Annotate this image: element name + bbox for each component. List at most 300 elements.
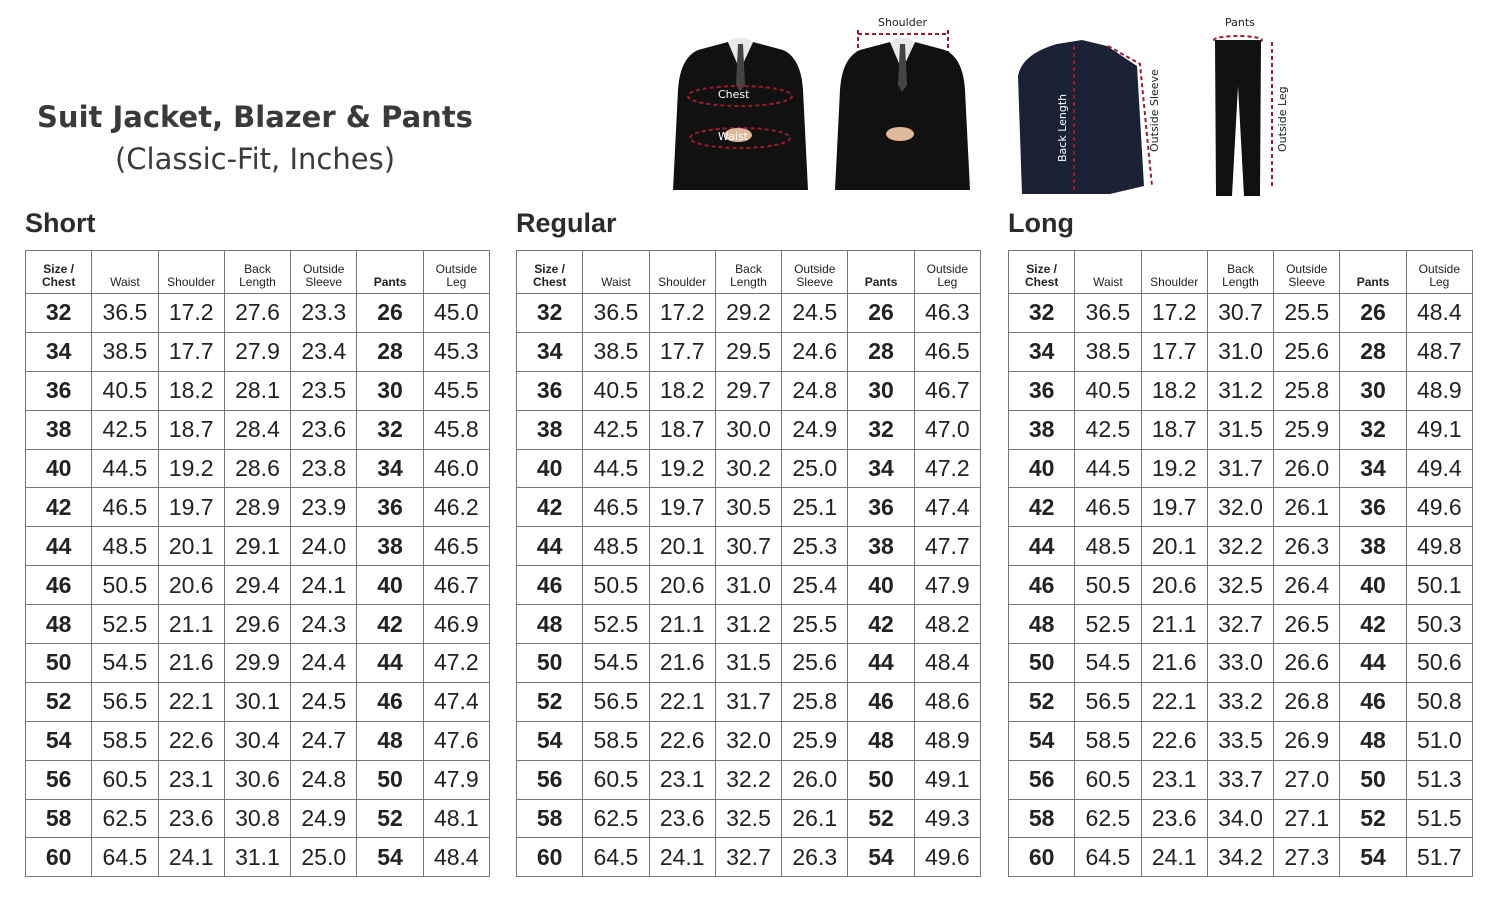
table-row <box>517 760 981 799</box>
cell-shoulder: 23.1 <box>1141 760 1207 799</box>
cell-shoulder: 17.7 <box>1141 332 1207 371</box>
cell-outside-sleeve: 24.1 <box>291 566 357 605</box>
cell-shoulder: 23.1 <box>649 760 715 799</box>
cell-back-length: 32.7 <box>715 838 781 877</box>
table-row <box>517 449 981 488</box>
cell-size-chest: 60 <box>517 838 583 877</box>
cell-pants: 42 <box>848 605 914 644</box>
cell-size-chest: 48 <box>26 605 92 644</box>
column-header-waist: Waist <box>583 251 649 294</box>
cell-size-chest: 56 <box>26 760 92 799</box>
cell-pants: 36 <box>357 488 423 527</box>
title-block <box>30 100 480 176</box>
cell-waist: 50.5 <box>1075 566 1141 605</box>
column-header-back-length: Back Length <box>715 251 781 294</box>
table-row <box>26 838 490 877</box>
cell-size-chest: 36 <box>26 371 92 410</box>
cell-pants: 36 <box>1340 488 1406 527</box>
cell-outside-leg: 49.6 <box>1406 488 1472 527</box>
jacket-chest-waist-figure <box>668 30 813 195</box>
cell-outside-sleeve: 24.8 <box>291 760 357 799</box>
cell-waist: 36.5 <box>1075 294 1141 333</box>
cell-outside-leg: 51.0 <box>1406 721 1472 760</box>
cell-pants: 50 <box>357 760 423 799</box>
table-row <box>517 488 981 527</box>
cell-back-length: 31.1 <box>224 838 290 877</box>
cell-outside-sleeve: 26.9 <box>1274 721 1340 760</box>
cell-size-chest: 58 <box>517 799 583 838</box>
cell-shoulder: 18.2 <box>1141 371 1207 410</box>
cell-waist: 62.5 <box>92 799 158 838</box>
cell-shoulder: 19.7 <box>649 488 715 527</box>
chest-label: Chest <box>718 88 750 101</box>
column-header-waist: Waist <box>1075 251 1141 294</box>
cell-shoulder: 20.6 <box>649 566 715 605</box>
cell-outside-sleeve: 25.1 <box>782 488 848 527</box>
cell-back-length: 32.0 <box>715 721 781 760</box>
cell-outside-leg: 49.3 <box>914 799 980 838</box>
cell-back-length: 28.6 <box>224 449 290 488</box>
column-header-outside-leg: Outside Leg <box>1406 251 1472 294</box>
cell-size-chest: 38 <box>26 410 92 449</box>
table-row <box>1009 410 1473 449</box>
cell-size-chest: 58 <box>26 799 92 838</box>
cell-back-length: 30.6 <box>224 760 290 799</box>
table-row <box>26 682 490 721</box>
cell-back-length: 31.0 <box>715 566 781 605</box>
column-header-size-chest: Size / Chest <box>26 251 92 294</box>
cell-outside-leg: 46.7 <box>423 566 489 605</box>
cell-waist: 56.5 <box>583 682 649 721</box>
cell-outside-sleeve: 24.9 <box>782 410 848 449</box>
cell-shoulder: 20.1 <box>649 527 715 566</box>
cell-shoulder: 19.2 <box>649 449 715 488</box>
column-header-outside-sleeve: Outside Sleeve <box>1274 251 1340 294</box>
cell-back-length: 32.5 <box>1207 566 1273 605</box>
hands <box>886 127 914 141</box>
cell-shoulder: 18.7 <box>158 410 224 449</box>
cell-outside-sleeve: 26.6 <box>1274 644 1340 683</box>
table-row <box>517 838 981 877</box>
cell-size-chest: 54 <box>517 721 583 760</box>
cell-outside-sleeve: 25.8 <box>782 682 848 721</box>
cell-size-chest: 34 <box>26 332 92 371</box>
cell-outside-leg: 46.9 <box>423 605 489 644</box>
cell-pants: 30 <box>848 371 914 410</box>
cell-outside-sleeve: 24.4 <box>291 644 357 683</box>
cell-back-length: 28.9 <box>224 488 290 527</box>
cell-back-length: 30.2 <box>715 449 781 488</box>
cell-pants: 54 <box>357 838 423 877</box>
table-row <box>1009 527 1473 566</box>
cell-outside-leg: 51.7 <box>1406 838 1472 877</box>
cell-waist: 44.5 <box>1075 449 1141 488</box>
cell-shoulder: 18.7 <box>1141 410 1207 449</box>
cell-pants: 50 <box>848 760 914 799</box>
cell-waist: 42.5 <box>1075 410 1141 449</box>
cell-shoulder: 18.2 <box>158 371 224 410</box>
cell-size-chest: 32 <box>1009 294 1075 333</box>
column-header-shoulder: Shoulder <box>649 251 715 294</box>
column-header-pants: Pants <box>357 251 423 294</box>
cell-pants: 40 <box>1340 566 1406 605</box>
cell-outside-leg: 50.6 <box>1406 644 1472 683</box>
cell-outside-leg: 50.8 <box>1406 682 1472 721</box>
cell-pants: 30 <box>357 371 423 410</box>
cell-pants: 48 <box>848 721 914 760</box>
cell-waist: 52.5 <box>92 605 158 644</box>
cell-waist: 54.5 <box>1075 644 1141 683</box>
regular-size-table <box>516 250 981 877</box>
cell-pants: 52 <box>1340 799 1406 838</box>
cell-size-chest: 50 <box>26 644 92 683</box>
cell-waist: 48.5 <box>1075 527 1141 566</box>
cell-size-chest: 46 <box>517 566 583 605</box>
section-title: Long <box>1008 208 1074 238</box>
cell-outside-sleeve: 25.0 <box>291 838 357 877</box>
cell-shoulder: 18.2 <box>649 371 715 410</box>
cell-back-length: 31.0 <box>1207 332 1273 371</box>
cell-back-length: 30.8 <box>224 799 290 838</box>
table-row <box>1009 332 1473 371</box>
cell-size-chest: 46 <box>1009 566 1075 605</box>
cell-back-length: 31.7 <box>715 682 781 721</box>
cell-back-length: 32.5 <box>715 799 781 838</box>
cell-size-chest: 36 <box>1009 371 1075 410</box>
back-length-label: Back Length <box>1056 93 1069 162</box>
cell-waist: 38.5 <box>1075 332 1141 371</box>
cell-waist: 58.5 <box>1075 721 1141 760</box>
cell-waist: 36.5 <box>92 294 158 333</box>
cell-pants: 26 <box>848 294 914 333</box>
cell-outside-leg: 47.2 <box>914 449 980 488</box>
table-row <box>1009 644 1473 683</box>
cell-shoulder: 20.1 <box>1141 527 1207 566</box>
cell-size-chest: 42 <box>26 488 92 527</box>
cell-shoulder: 21.1 <box>649 605 715 644</box>
cell-size-chest: 48 <box>517 605 583 644</box>
cell-waist: 60.5 <box>92 760 158 799</box>
table-row <box>1009 566 1473 605</box>
cell-shoulder: 22.6 <box>1141 721 1207 760</box>
shoulder-label: Shoulder <box>878 16 927 29</box>
cell-shoulder: 19.2 <box>1141 449 1207 488</box>
cell-outside-sleeve: 26.5 <box>1274 605 1340 644</box>
table-row <box>517 644 981 683</box>
cell-outside-leg: 48.1 <box>423 799 489 838</box>
cell-pants: 32 <box>848 410 914 449</box>
cell-size-chest: 54 <box>26 721 92 760</box>
cell-back-length: 27.6 <box>224 294 290 333</box>
cell-pants: 54 <box>1340 838 1406 877</box>
cell-outside-sleeve: 24.3 <box>291 605 357 644</box>
cell-outside-sleeve: 26.3 <box>1274 527 1340 566</box>
long-size-table <box>1008 250 1473 877</box>
cell-waist: 44.5 <box>92 449 158 488</box>
cell-outside-leg: 45.5 <box>423 371 489 410</box>
table-row <box>26 294 490 333</box>
cell-waist: 52.5 <box>1075 605 1141 644</box>
table-header-row <box>517 251 981 294</box>
cell-size-chest: 40 <box>26 449 92 488</box>
cell-shoulder: 17.2 <box>158 294 224 333</box>
cell-pants: 46 <box>1340 682 1406 721</box>
cell-outside-leg: 49.8 <box>1406 527 1472 566</box>
cell-waist: 42.5 <box>583 410 649 449</box>
cell-pants: 40 <box>357 566 423 605</box>
cell-outside-leg: 47.0 <box>914 410 980 449</box>
cell-outside-sleeve: 26.1 <box>1274 488 1340 527</box>
table-row <box>1009 449 1473 488</box>
cell-outside-leg: 47.4 <box>423 682 489 721</box>
cell-outside-sleeve: 23.5 <box>291 371 357 410</box>
cell-shoulder: 21.6 <box>158 644 224 683</box>
cell-outside-leg: 45.0 <box>423 294 489 333</box>
cell-shoulder: 23.6 <box>158 799 224 838</box>
cell-outside-sleeve: 24.8 <box>782 371 848 410</box>
cell-size-chest: 52 <box>1009 682 1075 721</box>
cell-waist: 40.5 <box>583 371 649 410</box>
cell-pants: 54 <box>848 838 914 877</box>
cell-outside-sleeve: 26.4 <box>1274 566 1340 605</box>
table-header-row <box>26 251 490 294</box>
cell-shoulder: 21.6 <box>649 644 715 683</box>
cell-size-chest: 32 <box>26 294 92 333</box>
cell-size-chest: 44 <box>1009 527 1075 566</box>
cell-outside-sleeve: 25.3 <box>782 527 848 566</box>
cell-outside-leg: 51.3 <box>1406 760 1472 799</box>
cell-back-length: 29.4 <box>224 566 290 605</box>
cell-shoulder: 17.7 <box>649 332 715 371</box>
cell-size-chest: 36 <box>517 371 583 410</box>
cell-back-length: 33.7 <box>1207 760 1273 799</box>
table-row <box>26 449 490 488</box>
cell-waist: 60.5 <box>583 760 649 799</box>
cell-back-length: 30.5 <box>715 488 781 527</box>
cell-waist: 48.5 <box>92 527 158 566</box>
table-row <box>517 410 981 449</box>
cell-back-length: 30.4 <box>224 721 290 760</box>
cell-waist: 50.5 <box>583 566 649 605</box>
cell-shoulder: 19.7 <box>1141 488 1207 527</box>
jacket-shoulder-figure <box>830 16 975 196</box>
cell-size-chest: 52 <box>517 682 583 721</box>
cell-outside-sleeve: 24.0 <box>291 527 357 566</box>
cell-shoulder: 23.1 <box>158 760 224 799</box>
section-title: Regular <box>516 208 617 238</box>
table-row <box>1009 294 1473 333</box>
cell-outside-leg: 49.1 <box>914 760 980 799</box>
table-row <box>517 682 981 721</box>
cell-pants: 38 <box>357 527 423 566</box>
cell-back-length: 30.7 <box>1207 294 1273 333</box>
table-row <box>26 605 490 644</box>
column-header-shoulder: Shoulder <box>1141 251 1207 294</box>
cell-shoulder: 19.7 <box>158 488 224 527</box>
table-row <box>1009 799 1473 838</box>
table-row <box>26 644 490 683</box>
cell-waist: 46.5 <box>583 488 649 527</box>
cell-pants: 26 <box>1340 294 1406 333</box>
cell-pants: 38 <box>848 527 914 566</box>
cell-shoulder: 21.1 <box>1141 605 1207 644</box>
cell-pants: 40 <box>848 566 914 605</box>
cell-back-length: 27.9 <box>224 332 290 371</box>
column-header-size-chest: Size / Chest <box>1009 251 1075 294</box>
cell-outside-sleeve: 25.6 <box>1274 332 1340 371</box>
cell-shoulder: 22.6 <box>158 721 224 760</box>
cell-shoulder: 23.6 <box>1141 799 1207 838</box>
cell-shoulder: 22.1 <box>649 682 715 721</box>
cell-back-length: 30.1 <box>224 682 290 721</box>
cell-waist: 60.5 <box>1075 760 1141 799</box>
cell-back-length: 30.7 <box>715 527 781 566</box>
outside-leg-label: Outside Leg <box>1276 86 1289 152</box>
cell-outside-leg: 47.9 <box>914 566 980 605</box>
cell-pants: 32 <box>1340 410 1406 449</box>
cell-outside-sleeve: 24.7 <box>291 721 357 760</box>
cell-size-chest: 34 <box>1009 332 1075 371</box>
waist-label: Waist <box>718 130 749 143</box>
cell-outside-sleeve: 26.3 <box>782 838 848 877</box>
cell-outside-sleeve: 25.6 <box>782 644 848 683</box>
cell-outside-leg: 48.4 <box>1406 294 1472 333</box>
cell-size-chest: 44 <box>517 527 583 566</box>
cell-pants: 42 <box>1340 605 1406 644</box>
cell-outside-leg: 45.8 <box>423 410 489 449</box>
cell-pants: 44 <box>357 644 423 683</box>
table-row <box>517 371 981 410</box>
cell-outside-leg: 46.2 <box>423 488 489 527</box>
cell-back-length: 31.5 <box>715 644 781 683</box>
cell-pants: 46 <box>848 682 914 721</box>
cell-size-chest: 40 <box>517 449 583 488</box>
cell-outside-sleeve: 24.5 <box>291 682 357 721</box>
cell-pants: 38 <box>1340 527 1406 566</box>
cell-back-length: 31.2 <box>715 605 781 644</box>
cell-shoulder: 17.2 <box>1141 294 1207 333</box>
table-row <box>1009 760 1473 799</box>
cell-pants: 52 <box>848 799 914 838</box>
cell-size-chest: 52 <box>26 682 92 721</box>
cell-outside-leg: 48.2 <box>914 605 980 644</box>
cell-outside-leg: 48.9 <box>914 721 980 760</box>
cell-back-length: 33.2 <box>1207 682 1273 721</box>
cell-pants: 28 <box>357 332 423 371</box>
cell-outside-leg: 47.4 <box>914 488 980 527</box>
cell-outside-leg: 46.3 <box>914 294 980 333</box>
cell-waist: 38.5 <box>92 332 158 371</box>
cell-waist: 52.5 <box>583 605 649 644</box>
cell-shoulder: 24.1 <box>649 838 715 877</box>
cell-back-length: 29.7 <box>715 371 781 410</box>
table-row <box>26 760 490 799</box>
column-header-outside-leg: Outside Leg <box>914 251 980 294</box>
cell-waist: 56.5 <box>1075 682 1141 721</box>
cell-pants: 26 <box>357 294 423 333</box>
cell-back-length: 32.0 <box>1207 488 1273 527</box>
cell-back-length: 32.2 <box>715 760 781 799</box>
cell-outside-sleeve: 24.5 <box>782 294 848 333</box>
cell-shoulder: 22.1 <box>158 682 224 721</box>
table-row <box>1009 488 1473 527</box>
cell-size-chest: 56 <box>1009 760 1075 799</box>
table-row <box>26 488 490 527</box>
cell-back-length: 29.1 <box>224 527 290 566</box>
cell-pants: 34 <box>1340 449 1406 488</box>
cell-waist: 62.5 <box>1075 799 1141 838</box>
table-row <box>26 371 490 410</box>
cell-waist: 42.5 <box>92 410 158 449</box>
cell-waist: 40.5 <box>92 371 158 410</box>
cell-back-length: 31.5 <box>1207 410 1273 449</box>
cell-size-chest: 54 <box>1009 721 1075 760</box>
table-row <box>517 605 981 644</box>
jacket-back-body <box>1018 40 1144 194</box>
cell-outside-sleeve: 23.6 <box>291 410 357 449</box>
cell-outside-sleeve: 25.0 <box>782 449 848 488</box>
cell-outside-leg: 49.1 <box>1406 410 1472 449</box>
cell-shoulder: 22.1 <box>1141 682 1207 721</box>
cell-shoulder: 17.7 <box>158 332 224 371</box>
cell-outside-leg: 46.5 <box>423 527 489 566</box>
cell-size-chest: 42 <box>517 488 583 527</box>
cell-outside-leg: 48.4 <box>914 644 980 683</box>
cell-outside-sleeve: 23.4 <box>291 332 357 371</box>
table-header-row <box>1009 251 1473 294</box>
cell-pants: 52 <box>357 799 423 838</box>
column-header-size-chest: Size / Chest <box>517 251 583 294</box>
cell-size-chest: 56 <box>517 760 583 799</box>
cell-pants: 34 <box>357 449 423 488</box>
table-row <box>517 527 981 566</box>
cell-back-length: 28.4 <box>224 410 290 449</box>
cell-outside-leg: 49.4 <box>1406 449 1472 488</box>
page-title: Suit Jacket, Blazer & Pants <box>37 100 473 134</box>
cell-outside-leg: 51.5 <box>1406 799 1472 838</box>
cell-waist: 38.5 <box>583 332 649 371</box>
cell-size-chest: 60 <box>1009 838 1075 877</box>
cell-waist: 54.5 <box>583 644 649 683</box>
cell-back-length: 33.0 <box>1207 644 1273 683</box>
cell-outside-sleeve: 25.9 <box>782 721 848 760</box>
column-header-outside-leg: Outside Leg <box>423 251 489 294</box>
cell-pants: 32 <box>357 410 423 449</box>
column-header-pants: Pants <box>1340 251 1406 294</box>
cell-outside-sleeve: 27.3 <box>1274 838 1340 877</box>
cell-shoulder: 21.6 <box>1141 644 1207 683</box>
cell-back-length: 34.2 <box>1207 838 1273 877</box>
cell-shoulder: 20.6 <box>158 566 224 605</box>
table-row <box>26 410 490 449</box>
cell-waist: 56.5 <box>92 682 158 721</box>
cell-waist: 40.5 <box>1075 371 1141 410</box>
table-row <box>1009 371 1473 410</box>
cell-pants: 44 <box>1340 644 1406 683</box>
column-header-outside-sleeve: Outside Sleeve <box>782 251 848 294</box>
column-header-back-length: Back Length <box>224 251 290 294</box>
cell-shoulder: 21.1 <box>158 605 224 644</box>
cell-back-length: 32.7 <box>1207 605 1273 644</box>
cell-outside-sleeve: 23.8 <box>291 449 357 488</box>
column-header-waist: Waist <box>92 251 158 294</box>
cell-outside-sleeve: 24.6 <box>782 332 848 371</box>
cell-outside-sleeve: 23.9 <box>291 488 357 527</box>
jacket-back-figure <box>1012 36 1162 196</box>
cell-back-length: 29.2 <box>715 294 781 333</box>
cell-size-chest: 50 <box>517 644 583 683</box>
cell-outside-sleeve: 26.8 <box>1274 682 1340 721</box>
